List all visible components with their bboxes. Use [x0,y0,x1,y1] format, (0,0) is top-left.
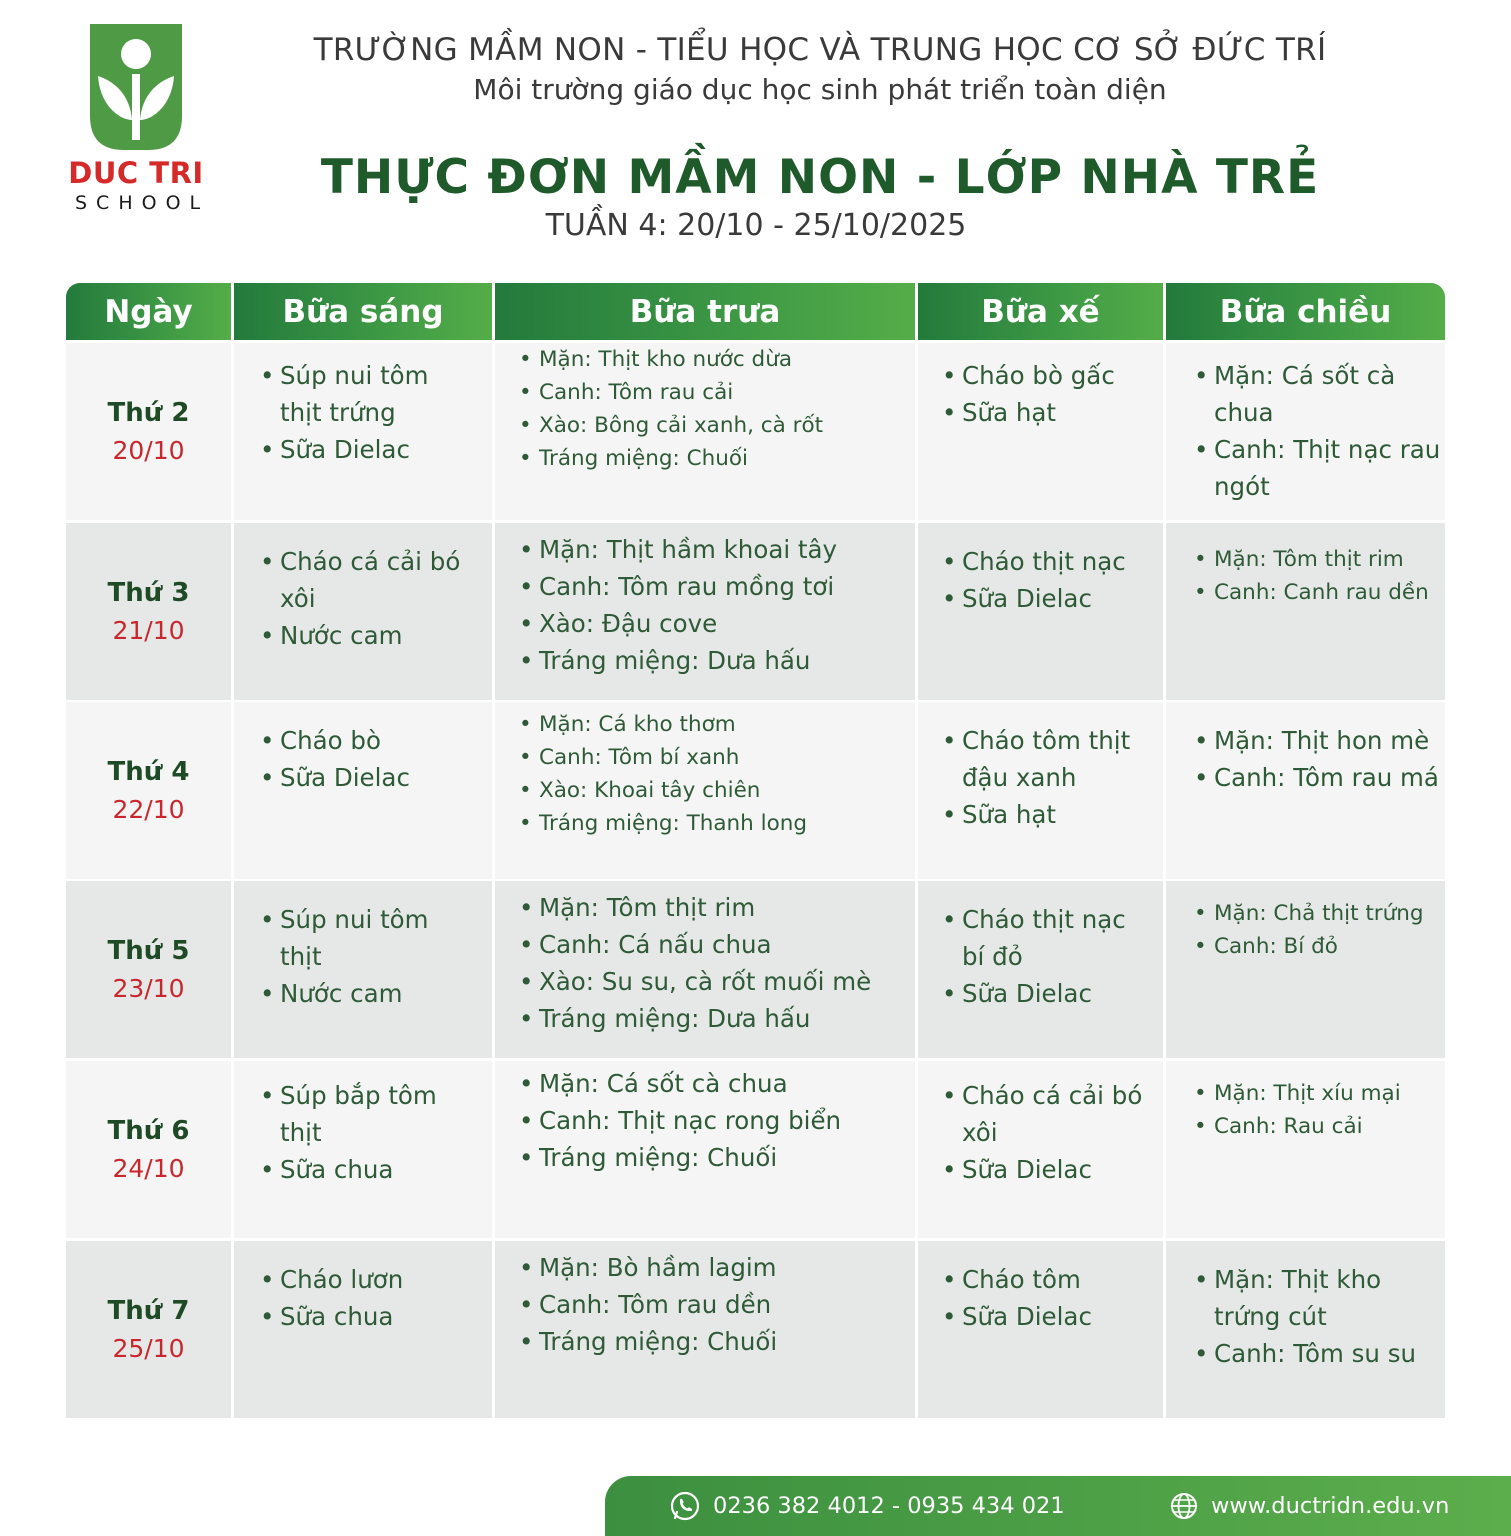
snack-list [938,722,1143,833]
contact-footer [605,1476,1511,1536]
dinner-cell [1166,702,1445,879]
list-item: • Cháo cá cải bó xôi [938,1077,1143,1151]
table-row [66,702,1445,879]
snack-list [938,1077,1143,1188]
dinner-cell [1166,881,1445,1058]
list-item: • Tráng miệng: Dưa hấu [515,642,893,679]
dinner-list [1190,1077,1441,1143]
table-row [66,343,1445,520]
list-item: • Tráng miệng: Chuối [515,1139,893,1176]
breakfast-list [256,1261,470,1335]
website-url: www.ductridn.edu.vn [1211,1493,1450,1519]
phone-number: 0236 382 4012 - 0935 434 021 [713,1493,1065,1519]
list-item: • Sữa chua [256,1298,470,1335]
day-name: Thứ 6 [107,1116,190,1146]
day-name: Thứ 2 [107,398,190,428]
list-item: • Canh: Tôm rau mồng tơi [515,568,893,605]
list-item: • Xào: Bông cải xanh, cà rốt [515,409,893,442]
phone-icon [669,1490,701,1522]
lunch-cell [495,702,915,879]
lunch-list [515,531,893,679]
sprout-logo-icon [90,24,182,150]
breakfast-list [256,543,470,654]
snack-list [938,1261,1143,1335]
dinner-cell [1166,523,1445,700]
snack-cell [918,881,1163,1058]
school-logo [66,24,210,214]
table-row [66,1061,1445,1238]
globe-icon [1169,1491,1199,1521]
list-item: • Canh: Tôm bí xanh [515,741,893,774]
list-item: • Canh: Tôm su su [1190,1335,1441,1372]
header-day: Ngày [66,283,231,340]
day-date: 25/10 [112,1334,185,1363]
list-item: • Sữa Dielac [256,431,470,468]
breakfast-list [256,722,470,796]
breakfast-cell [234,1241,492,1418]
snack-cell [918,1061,1163,1238]
day-cell [66,343,231,520]
list-item: • Sữa Dielac [938,975,1143,1012]
lunch-cell [495,343,915,520]
list-item: • Mặn: Thịt hon mè [1190,722,1441,759]
day-cell [66,702,231,879]
list-item: • Cháo tôm [938,1261,1143,1298]
list-item: • Canh: Tôm rau má [1190,759,1441,796]
list-item: • Tráng miệng: Chuối [515,442,893,475]
breakfast-cell [234,702,492,879]
school-name: TRƯỜNG MẦM NON - TIỂU HỌC VÀ TRUNG HỌC CƠ SỞ ĐỨC TRÍ [313,32,1327,68]
list-item: • Mặn: Cá sốt cà chua [1190,357,1441,431]
day-name: Thứ 5 [107,936,190,966]
snack-cell [918,523,1163,700]
list-item: • Mặn: Cá sốt cà chua [515,1065,893,1102]
day-date: 20/10 [112,436,185,465]
list-item: • Canh: Bí đỏ [1190,930,1441,963]
list-item: • Sữa hạt [938,796,1143,833]
week-range: TUẦN 4: 20/10 - 25/10/2025 [545,208,967,243]
snack-list [938,357,1143,431]
header-lunch: Bữa trưa [495,283,915,340]
list-item: • Sữa chua [256,1151,470,1188]
list-item: • Mặn: Thịt xíu mại [1190,1077,1441,1110]
list-item: • Sữa Dielac [938,1151,1143,1188]
snack-list [938,901,1143,1012]
lunch-list [515,1065,893,1176]
list-item: • Súp nui tôm thịt trứng [256,357,470,431]
day-cell [66,523,231,700]
logo-wordmark: DUC TRI [68,156,204,190]
lunch-cell [495,1241,915,1418]
lunch-cell [495,523,915,700]
list-item: • Cháo thịt nạc bí đỏ [938,901,1143,975]
day-name: Thứ 7 [107,1296,190,1326]
lunch-list [515,343,893,475]
list-item: • Tráng miệng: Dưa hấu [515,1000,893,1037]
list-item: • Mặn: Cá kho thơm [515,708,893,741]
list-item: • Súp nui tôm thịt [256,901,470,975]
list-item: • Sữa hạt [938,394,1143,431]
list-item: • Canh: Canh rau dền [1190,576,1441,609]
menu-table [66,283,1445,1420]
dinner-list [1190,357,1441,505]
snack-cell [918,343,1163,520]
website-link[interactable] [1169,1476,1449,1536]
table-row [66,1241,1445,1418]
lunch-list [515,708,893,840]
dinner-list [1190,897,1441,963]
list-item: • Cháo cá cải bó xôi [256,543,470,617]
snack-cell [918,702,1163,879]
table-row [66,881,1445,1058]
dinner-cell [1166,343,1445,520]
list-item: • Canh: Rau cải [1190,1110,1441,1143]
list-item: • Xào: Su su, cà rốt muối mè [515,963,893,1000]
breakfast-cell [234,881,492,1058]
lunch-cell [495,1061,915,1238]
page-title: THỰC ĐƠN MẦM NON - LỚP NHÀ TRẺ [320,150,1320,205]
list-item: • Mặn: Tôm thịt rim [1190,543,1441,576]
day-name: Thứ 4 [107,757,190,787]
list-item: • Mặn: Thịt kho trứng cút [1190,1261,1441,1335]
list-item: • Cháo thịt nạc [938,543,1143,580]
list-item: • Canh: Cá nấu chua [515,926,893,963]
phone-contact[interactable] [669,1476,1065,1536]
snack-cell [918,1241,1163,1418]
snack-list [938,543,1143,617]
logo-subtext: SCHOOL [75,192,210,214]
list-item: • Mặn: Thịt hầm khoai tây [515,531,893,568]
day-date: 21/10 [112,616,185,645]
list-item: • Canh: Tôm rau dền [515,1286,893,1323]
lunch-list [515,889,893,1037]
header-snack: Bữa xế [918,283,1163,340]
dinner-list [1190,1261,1441,1372]
day-date: 23/10 [112,974,185,1003]
list-item: • Canh: Thịt nạc rong biển [515,1102,893,1139]
breakfast-cell [234,343,492,520]
list-item: • Nước cam [256,975,470,1012]
dinner-cell [1166,1241,1445,1418]
breakfast-list [256,901,470,1012]
list-item: • Cháo bò gấc [938,357,1143,394]
day-date: 24/10 [112,1154,185,1183]
list-item: • Xào: Khoai tây chiên [515,774,893,807]
list-item: • Nước cam [256,617,470,654]
lunch-list [515,1249,893,1360]
list-item: • Tráng miệng: Chuối [515,1323,893,1360]
day-cell [66,1061,231,1238]
list-item: • Canh: Thịt nạc rau ngót [1190,431,1441,505]
breakfast-list [256,1077,470,1188]
list-item: • Mặn: Tôm thịt rim [515,889,893,926]
list-item: • Sữa Dielac [256,759,470,796]
list-item: • Xào: Đậu cove [515,605,893,642]
dinner-cell [1166,1061,1445,1238]
list-item: • Mặn: Thịt kho nước dừa [515,343,893,376]
lunch-cell [495,881,915,1058]
breakfast-list [256,357,470,468]
dinner-list [1190,543,1441,609]
school-slogan: Môi trường giáo dục học sinh phát triển toàn diện [473,73,1167,106]
list-item: • Súp bắp tôm thịt [256,1077,470,1151]
list-item: • Canh: Tôm rau cải [515,376,893,409]
list-item: • Sữa Dielac [938,1298,1143,1335]
list-item: • Mặn: Bò hầm lagim [515,1249,893,1286]
list-item: • Cháo tôm thịt đậu xanh [938,722,1143,796]
dinner-list [1190,722,1441,796]
table-row [66,523,1445,700]
day-cell [66,881,231,1058]
header-dinner: Bữa chiều [1166,283,1445,340]
list-item: • Mặn: Chả thịt trứng [1190,897,1441,930]
header-breakfast: Bữa sáng [234,283,492,340]
list-item: • Cháo lươn [256,1261,470,1298]
breakfast-cell [234,1061,492,1238]
list-item: • Tráng miệng: Thanh long [515,807,893,840]
table-header [66,283,1445,340]
day-cell [66,1241,231,1418]
day-date: 22/10 [112,795,185,824]
breakfast-cell [234,523,492,700]
list-item: • Cháo bò [256,722,470,759]
day-name: Thứ 3 [107,578,190,608]
list-item: • Sữa Dielac [938,580,1143,617]
